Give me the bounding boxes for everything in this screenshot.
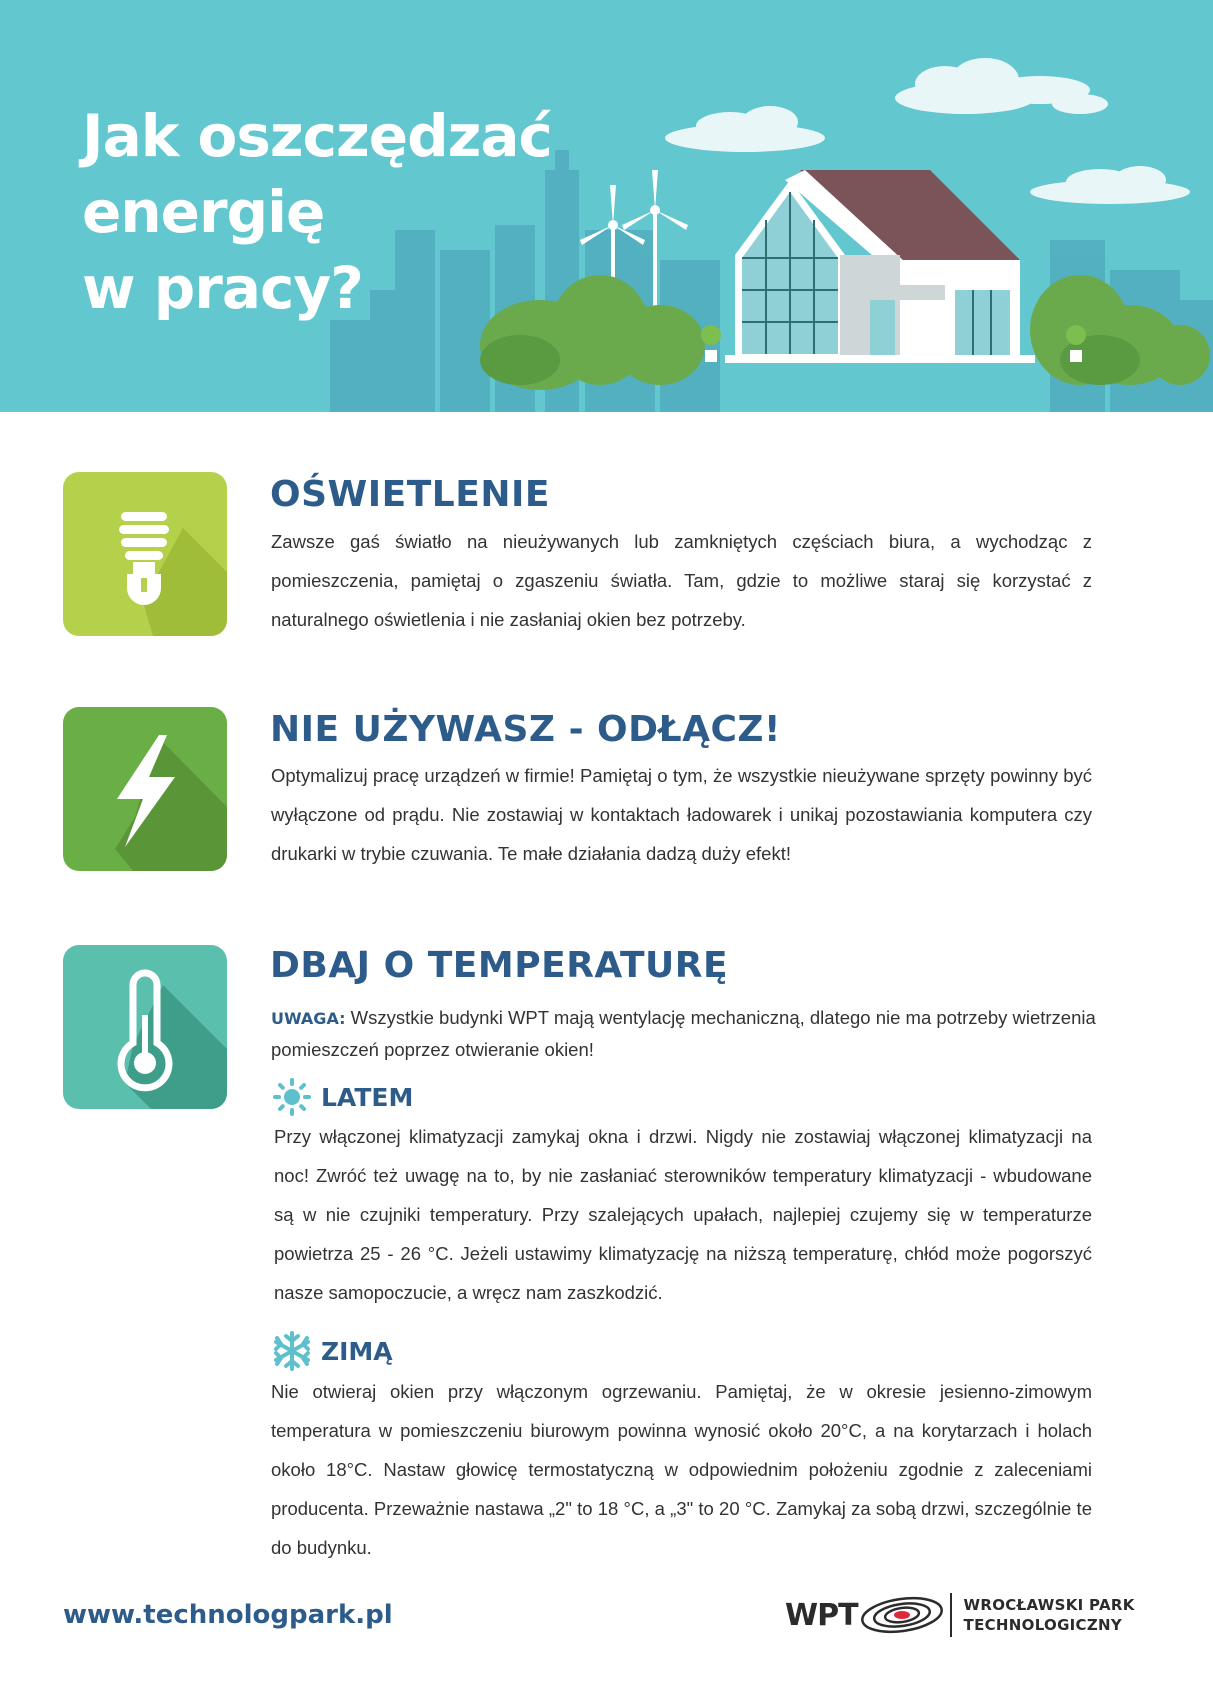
lightbulb-icon [63,472,227,636]
winter-title: ZIMĄ [321,1336,393,1366]
lightning-bolt-icon [63,707,227,871]
title-line-2: energię [82,178,325,246]
page-title [82,98,682,326]
section-title-temperature: DBAJ O TEMPERATURĘ [270,945,729,986]
winter-body: Nie otwieraj okien przy włączonym ogrzewaniu. Pamiętaj, że w okresie jesienno-zimowym temperatura w pomieszczeniu biurowym powinna wynosić około 20°C, a na korytarzach i holach około 18°C. Nastaw głowicę termostatyczną w odpowiednim położeniu zgodnie z zaleceniami producenta. Przeważnie nastawa „2" to 18 °C, a „3" to 20 °C. Zamykaj za sobą drzwi, szczególnie te do budynku. [271,1381,1092,1558]
logo-swirl-icon [858,1593,946,1637]
summer-heading [271,1076,413,1118]
title-line-1: Jak oszczędzać [82,102,552,170]
website-link[interactable]: www.technologpark.pl [63,1600,393,1630]
lightbulb-tile [63,472,227,636]
thermometer-icon [63,945,227,1109]
sun-icon [271,1076,313,1118]
logo-line-2: TECHNOLOGICZNY [963,1616,1123,1634]
title-line-3: w pracy? [82,254,363,322]
winter-heading [271,1330,393,1372]
logo-text [964,1595,1135,1635]
thermometer-tile [63,945,227,1109]
wpt-logo [785,1590,1145,1640]
section-title-lighting: OŚWIETLENIE [270,474,550,515]
summer-body: Przy włączonej klimatyzacji zamykaj okna i drzwi. Nigdy nie zostawiaj włączonej klimatyzacji na noc! Zwróć też uwagę na to, by nie zasłaniać sterowników temperatury klimatyzacji - wbudowane są w nie czujniki temperatury. Przy szalejących upałach, najlepiej czujemy się w temperaturze powietrza 25 - 26 °C. Jeżeli ustawimy klimatyzację na niższą temperaturę, chłód może pogorszyć nasze samopoczucie, a wręcz nam zaszkodzić. [274,1126,1092,1303]
ventilation-note [271,1002,1101,1065]
note-text: Wszystkie budynki WPT mają wentylację mechaniczną, dlatego nie ma potrzeby wietrzenia pomieszczeń poprzez otwieranie okien! [271,1007,1096,1060]
section-body-unplug: Optymalizuj pracę urządzeń w firmie! Pamiętaj o tym, że wszystkie nieużywane sprzęty powinny być wyłączone od prądu. Nie zostawiaj w kontaktach ładowarek i unikaj pozostawiania komputera czy drukarki w trybie czuwania. Te małe działania dadzą duży efekt! [271,765,1092,864]
logo-divider [950,1593,952,1637]
summer-title: LATEM [321,1082,414,1112]
section-title-unplug: NIE UŻYWASZ - ODŁĄCZ! [270,709,781,750]
snowflake-icon [271,1330,313,1372]
logo-line-1: WROCŁAWSKI PARK [963,1596,1135,1614]
note-label: UWAGA: [271,1009,346,1028]
lightning-tile [63,707,227,871]
hero-banner [0,0,1213,412]
section-body-lighting: Zawsze gaś światło na nieużywanych lub zamkniętych częściach biura, a wychodząc z pomieszczenia, pamiętaj o zgaszeniu światła. Tam, gdzie to możliwe staraj się korzystać z naturalnego oświetlenia i nie zasłaniaj okien bez potrzeby. [271,531,1092,630]
logo-mark: WPT [785,1597,858,1633]
